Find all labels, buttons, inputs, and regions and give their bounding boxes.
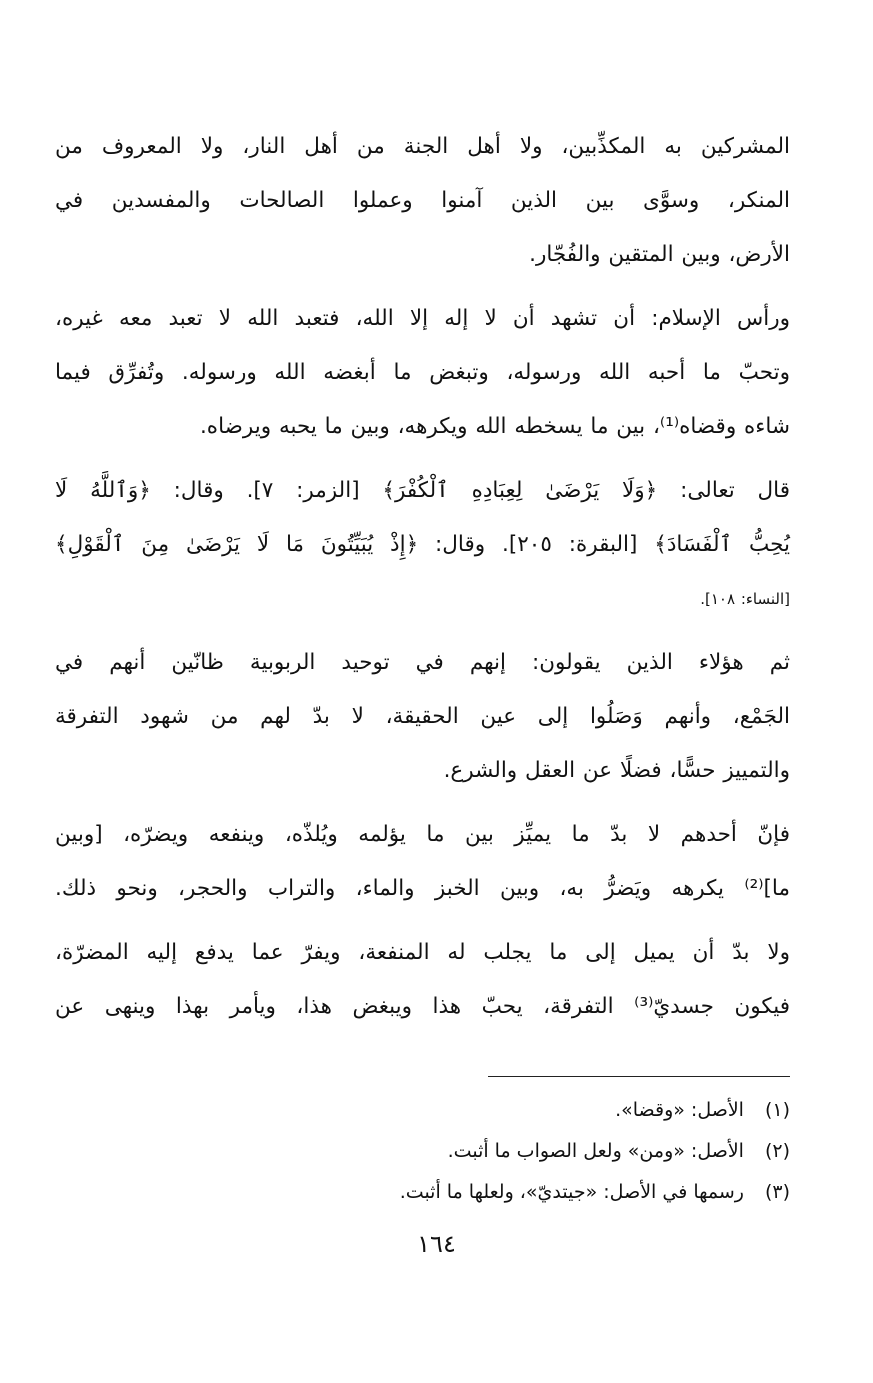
paragraph-3-quran-quotes: [55, 464, 790, 626]
main-text: [55, 120, 790, 1044]
paragraph-6: [55, 926, 790, 1034]
footnote-text: الأصل: «ومن» ولعل الصواب ما أثبت.: [447, 1140, 744, 1162]
footnote-2: [190, 1131, 790, 1172]
text-line: شاءه وقضاه⁽¹⁾، بين ما يسخطه الله ويكرهه، وبين ما يحبه ويرضاه.: [199, 414, 790, 439]
page-number: ١٦٤: [417, 1230, 456, 1258]
footnotes: [190, 1090, 790, 1213]
text-line: قال تعالى: ﴿وَلَا يَرْضَىٰ لِعِبَادِهِ ٱلْكُفْرَ﴾ [الزمر: ٧]. وقال: ﴿وَٱللَّهُ لَا: [55, 478, 790, 503]
footnote-number: (٣): [764, 1181, 790, 1203]
text-line: وتحبّ ما أحبه الله ورسوله، وتبغض ما أبغضه الله ورسوله. وتُفرِّق فيما: [55, 360, 790, 385]
footnote-3: [190, 1172, 790, 1213]
paragraph-1: [55, 120, 790, 282]
text-line: ورأس الإسلام: أن تشهد أن لا إله إلا الله، فتعبد الله لا تعبد معه غيره،: [55, 306, 790, 331]
text-line: ما]⁽²⁾ يكرهه ويَضرُّ به، وبين الخبز والماء، والتراب والحجر، ونحو ذلك.: [55, 876, 790, 901]
footnote-1: [190, 1090, 790, 1131]
text-line: المشركين به المكذِّبين، ولا أهل الجنة من أهل النار، ولا المعروف من: [55, 134, 790, 159]
quran-reference: [النساء: ١٠٨].: [700, 590, 790, 608]
text-line: والتمييز حسًّا، فضلًا عن العقل والشرع.: [443, 758, 790, 783]
paragraph-5: [55, 808, 790, 916]
text-line: فيكون جسديّ⁽³⁾ التفرقة، يحبّ هذا ويبغض هذا، ويأمر بهذا وينهى عن: [55, 994, 790, 1019]
text-line: فإنّ أحدهم لا بدّ ما يميِّز بين ما يؤلمه ويُلذّه، وينفعه ويضرّه، [وبين: [55, 822, 790, 847]
text-line: ثم هؤلاء الذين يقولون: إنهم في توحيد الربوبية ظانّين أنهم في: [55, 650, 790, 675]
text-line: ولا بدّ أن يميل إلى ما يجلب له المنفعة، ويفرّ عما يدفع إليه المضرّة،: [55, 940, 790, 965]
text-line: يُحِبُّ ٱلْفَسَادَ﴾ [البقرة: ٢٠٥]. وقال: ﴿إِذْ يُبَيِّتُونَ مَا لَا يَرْضَىٰ مِنَ ٱلْقَوْلِ﴾: [55, 532, 790, 557]
text-line: المنكر، وسوَّى بين الذين آمنوا وعملوا الصالحات والمفسدين في: [55, 188, 790, 213]
footnote-divider: [488, 1076, 790, 1077]
paragraph-4: [55, 636, 790, 798]
footnote-text: رسمها في الأصل: «جيتديّ»، ولعلها ما أثبت.: [399, 1181, 744, 1203]
footnote-text: الأصل: «وقضا».: [615, 1099, 744, 1121]
footnote-number: (٢): [764, 1140, 790, 1162]
text-line: الجَمْع، وأنهم وَصَلُوا إلى عين الحقيقة، لا بدّ لهم من شهود التفرقة: [55, 704, 790, 729]
paragraph-2: [55, 292, 790, 454]
footnote-number: (١): [764, 1099, 790, 1121]
text-line: الأرض، وبين المتقين والفُجّار.: [529, 242, 790, 267]
